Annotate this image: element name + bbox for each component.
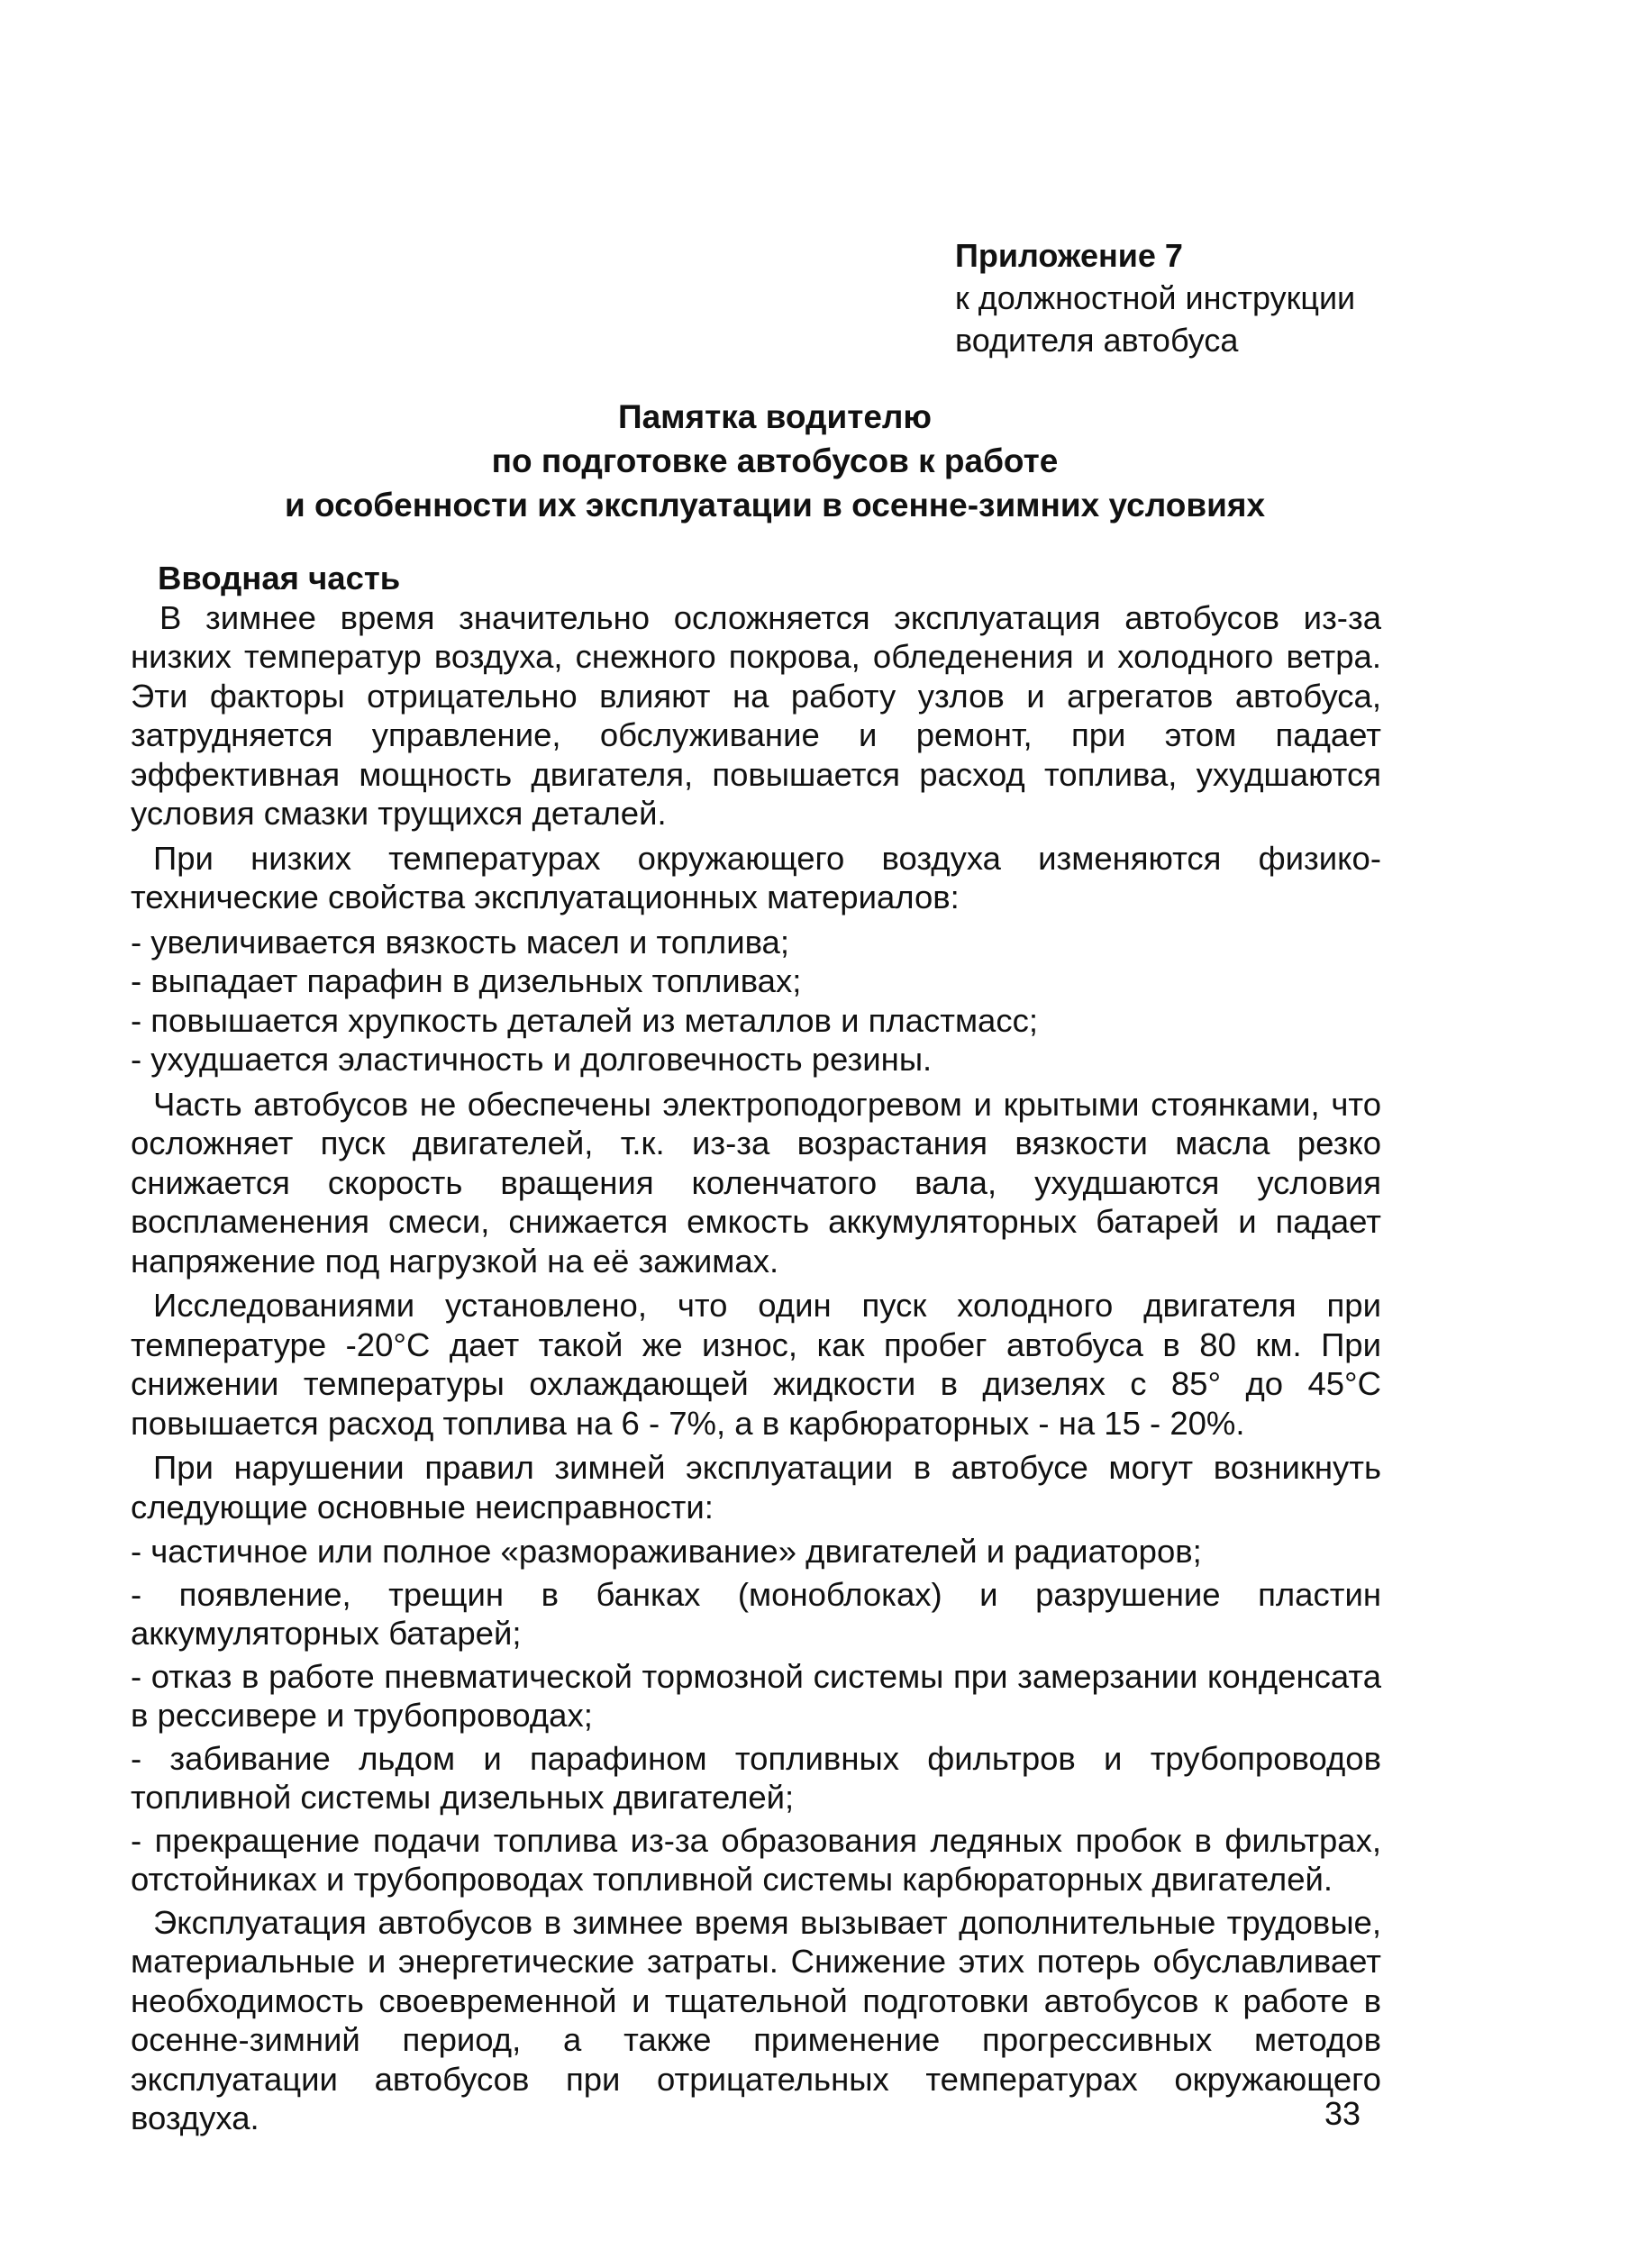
list-item: - увеличивается вязкость масел и топлива; [131, 923, 789, 961]
paragraph-1: В зимнее время значительно осложняется эксплуатация автобусов из-за низких температур воздуха, снежного покрова, обледенения и холодного ветра. Эти факторы отрицательно влияют на работу узлов и агрегатов автобуса, затрудняется управление, обслуживание и ремонт, при этом падает эффективная мощность двигателя, повышается расход топлива, ухудшаются условия смазки трущихся деталей. [131, 598, 1381, 832]
paragraph-5: При нарушении правил зимней эксплуатации в автобусе могут возникнуть следующие основные неисправности: [131, 1449, 1381, 1526]
list-item: - прекращение подачи топлива из-за образования ледяных пробок в фильтрах, отстойниках и трубопроводах топливной системы карбюраторных двигателей. [131, 1821, 1381, 1898]
property-changes-list [131, 923, 1381, 1079]
list-item: - повышается хрупкость деталей из металлов и пластмасс; [131, 1001, 1038, 1039]
faults-list [131, 1532, 1381, 1899]
page-number: 33 [1324, 2095, 1361, 2132]
section-heading-intro: Вводная часть [158, 560, 401, 597]
list-item: - выпадает парафин в дизельных топливах; [131, 962, 802, 999]
paragraph-2: При низких температурах окружающего воздуха изменяются физико-технические свойства эксплуатационных материалов: [131, 839, 1381, 915]
appendix-header [955, 234, 1586, 361]
paragraph-4: Исследованиями установлено, что один пуск холодного двигателя при температуре -20°С дает такой же износ, как пробег автобуса в 80 км. При снижении температуры охлаждающей жидкости в дизелях с 85° до 45°С повышается расход топлива на 6 - 7%, а в карбюраторных - на 15 - 20%. [131, 1287, 1381, 1442]
title-line-2: по подготовке автобусов к работе [491, 442, 1059, 479]
paragraph-3: Часть автобусов не обеспечены электроподогревом и крытыми стоянками, что осложняет пуск двигателей, т.к. из-за возрастания вязкости масла резко снижается скорость вращения коленчатого вала, ухудшаются условия воспламенения смеси, снижается емкость аккумуляторных батарей и падает напряжение под нагрузкой на её зажимах. [131, 1085, 1381, 1280]
appendix-line-1: к должностной инструкции [955, 279, 1356, 316]
list-item: - появление, трещин в банках (моноблоках) и разрушение пластин аккумуляторных батарей; [131, 1575, 1381, 1652]
list-item: - отказ в работе пневматической тормозной системы при замерзании конденсата в рессивере и трубопроводах; [131, 1657, 1381, 1734]
paragraph-6: Эксплуатация автобусов в зимнее время вызывает дополнительные трудовые, материальные и энергетические затраты. Снижение этих потерь обуславливает необходимость своевременной и тщательной подготовки автобусов к работе в осенне-зимний период, а также применение прогрессивных методов эксплуатации автобусов при отрицательных температурах окружающего воздуха. [131, 1903, 1381, 2136]
body-text [131, 559, 1381, 2144]
list-item: - забивание льдом и парафином топливных фильтров и трубопроводов топливной системы дизельных двигателей; [131, 1739, 1381, 1816]
list-item: - частичное или полное «размораживание» двигателей и радиаторов; [131, 1533, 1202, 1570]
list-item: - ухудшается эластичность и долговечность резины. [131, 1041, 933, 1078]
appendix-line-2: водителя автобуса [955, 322, 1239, 359]
title-line-3: и особенности их эксплуатации в осенне-зимних условиях [284, 487, 1266, 524]
document-title [144, 395, 1406, 527]
title-line-1: Памятка водителю [617, 398, 933, 435]
appendix-label: Приложение 7 [955, 237, 1183, 274]
